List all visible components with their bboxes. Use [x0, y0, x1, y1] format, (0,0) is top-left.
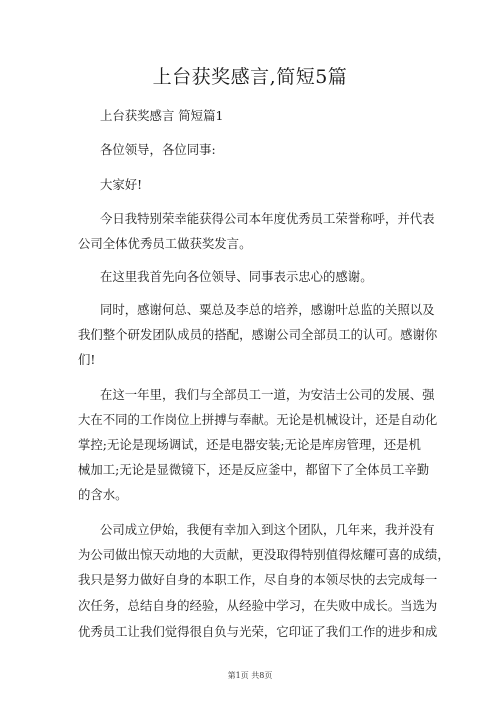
paragraph-line: 在这里我首先向各位领导、同事表示忠心的感谢。	[100, 269, 373, 284]
paragraph-line: 今日我特别荣幸能获得公司本年度优秀员工荣誉称呼，并代表	[100, 211, 435, 226]
greeting-line: 大家好!	[100, 177, 143, 192]
paragraph-line: 们!	[78, 352, 96, 367]
paragraph-line: 为公司做出惊天动地的大贡献，更没取得特别值得炫耀可喜的成绩，	[78, 547, 450, 562]
paragraph-line: 公司全体优秀员工做获奖发言。	[78, 236, 252, 251]
paragraph-line: 同时，感谢何总、粟总及李总的培养，感谢叶总监的关照以及	[100, 302, 435, 317]
paragraph-line: 我只是努力做好自身的本职工作，尽自身的本领尽快的去完成每一	[78, 572, 438, 587]
paragraph-line: 我们整个研发团队成员的搭配，感谢公司全部员工的认可。感谢你	[78, 327, 438, 342]
paragraph-line: 在这一年里，我们与全部员工一道，为安洁士公司的发展、强	[100, 387, 435, 402]
paragraph-line: 公司成立伊始，我便有幸加入到这个团队，几年来，我并没有	[100, 522, 435, 537]
paragraph-line: 械加工;无论是显微镜下，还是反应釜中，都留下了全体员工辛勤	[78, 462, 430, 477]
paragraph-line: 优秀员工让我们觉得很自负与光荣，它印证了我们工作的进步和成	[78, 624, 438, 639]
page-number-footer: 第1页 共8页	[227, 671, 273, 680]
document-title: 上台获奖感言,简短5篇	[152, 66, 348, 88]
section-heading: 上台获奖感言 简短篇1	[100, 108, 224, 123]
paragraph-line: 的含水。	[78, 487, 128, 502]
paragraph-line: 掌控;无论是现场调试，还是电器安装;无论是库房管理，还是机	[78, 437, 421, 452]
salutation-line: 各位领导，各位同事:	[100, 142, 216, 157]
paragraph-line: 次任务，总结自身的经验，从经验中学习，在失败中成长。当选为	[78, 598, 438, 613]
paragraph-line: 大在不同的工作岗位上拼搏与奉献。无论是机械设计，还是自动化	[78, 412, 438, 427]
